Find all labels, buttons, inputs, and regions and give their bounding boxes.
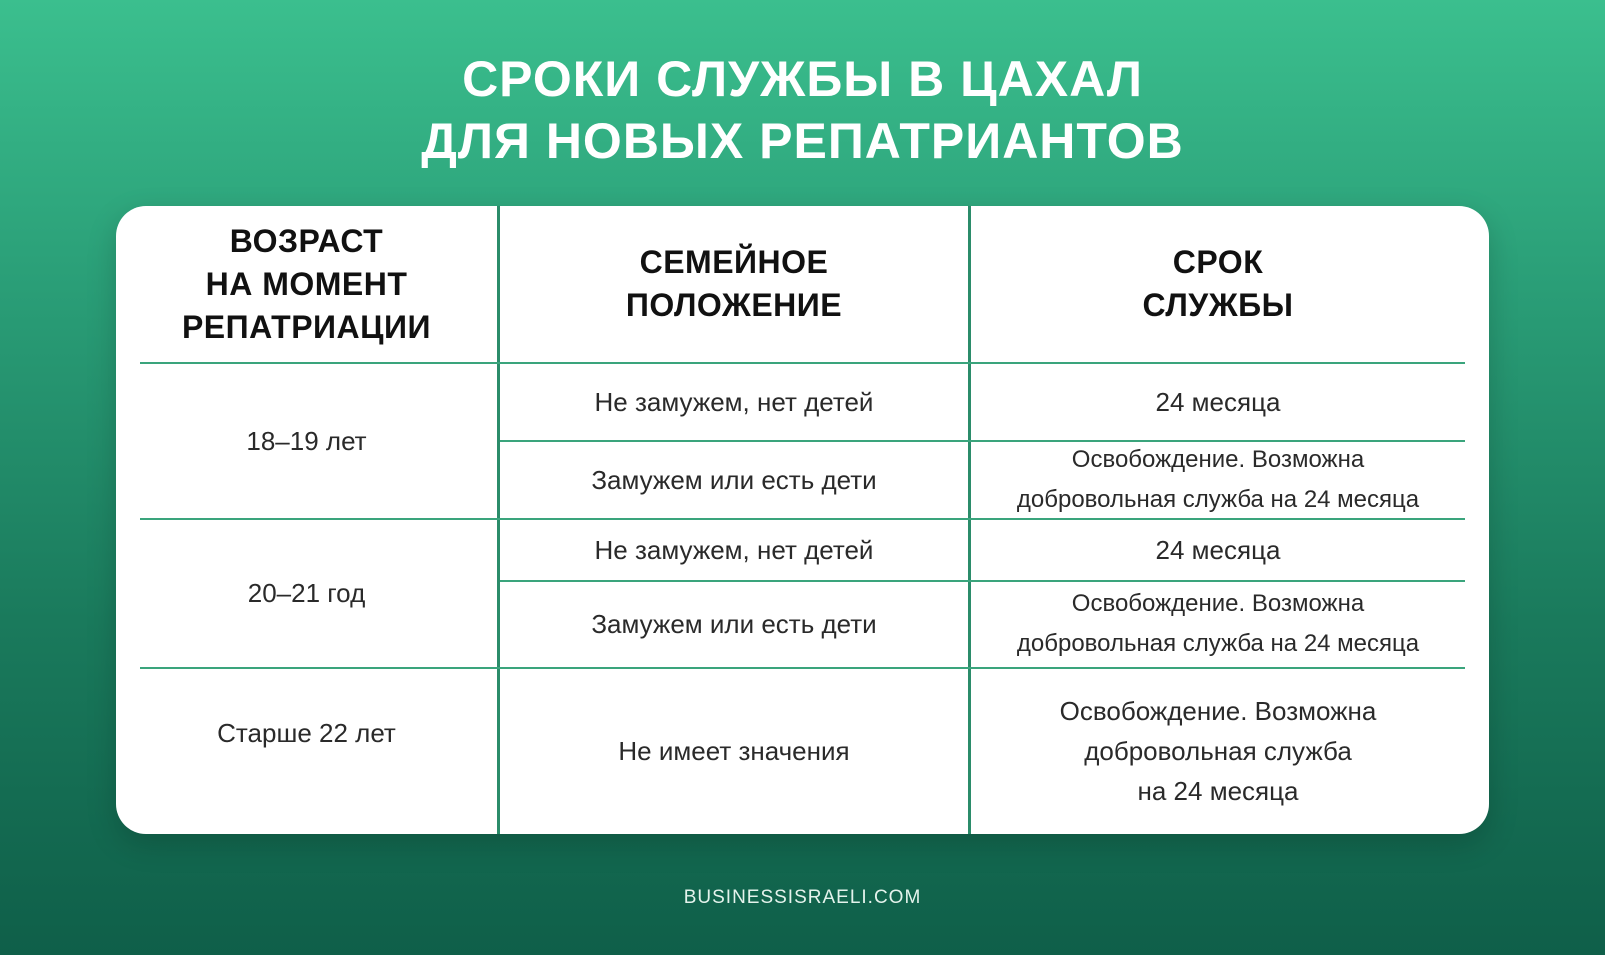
- header-age-line: НА МОМЕНТ: [205, 265, 408, 302]
- family-value: Не замужем, нет детей: [594, 534, 874, 565]
- term-value-line: Освобождение. Возможна: [1071, 445, 1365, 473]
- family-cell: [500, 519, 968, 580]
- term-cell: [971, 363, 1465, 440]
- term-cell: [971, 519, 1465, 580]
- header-age-line: ВОЗРАСТ: [229, 222, 384, 259]
- header-term-line: СРОК: [1172, 244, 1264, 280]
- family-cell: [500, 363, 968, 440]
- title-line-1: СРОКИ СЛУЖБЫ В ЦАХАЛ: [462, 51, 1143, 107]
- header-family-line: ПОЛОЖЕНИЕ: [625, 287, 843, 323]
- title-line-2: ДЛЯ НОВЫХ РЕПАТРИАНТОВ: [421, 113, 1184, 169]
- age-value: Старше 22 лет: [217, 718, 396, 748]
- site-url: BUSINESSISRAELI.COM: [683, 887, 922, 908]
- term-value: 24 месяца: [1155, 534, 1281, 565]
- age-value: 18–19 лет: [246, 425, 367, 456]
- term-cell: [971, 441, 1465, 518]
- family-value: Замужем или есть дети: [591, 609, 877, 639]
- age-cell: [116, 668, 497, 798]
- service-terms-table: [116, 206, 1489, 834]
- term-cell: [971, 581, 1465, 667]
- term-value: 24 месяца: [1155, 386, 1281, 417]
- header-age-line: РЕПАТРИАЦИИ: [181, 308, 432, 345]
- family-cell: [500, 581, 968, 667]
- term-value-line: на 24 месяца: [1137, 776, 1299, 806]
- header-age: [116, 206, 497, 362]
- age-value: 20–21 год: [247, 578, 366, 608]
- term-value-line: добровольная служба на 24 месяца: [1016, 485, 1420, 513]
- family-value: Не имеет значения: [618, 736, 850, 766]
- header-term-line: СЛУЖБЫ: [1142, 287, 1294, 323]
- term-value-line: добровольная служба: [1084, 736, 1352, 766]
- family-cell: [500, 668, 968, 834]
- age-cell: [116, 519, 497, 667]
- header-service-term: [971, 206, 1465, 362]
- family-cell: [500, 441, 968, 518]
- age-cell: [116, 363, 497, 518]
- page-title: [0, 48, 1605, 172]
- term-value-line: Освобождение. Возможна: [1071, 590, 1365, 617]
- family-value: Замужем или есть дети: [591, 464, 877, 495]
- term-cell: [971, 668, 1465, 834]
- header-family-status: [500, 206, 968, 362]
- family-value: Не замужем, нет детей: [594, 386, 874, 417]
- term-value-line: добровольная служба на 24 месяца: [1016, 630, 1420, 657]
- header-family-line: СЕМЕЙНОЕ: [639, 244, 829, 280]
- term-value-line: Освобождение. Возможна: [1059, 696, 1377, 726]
